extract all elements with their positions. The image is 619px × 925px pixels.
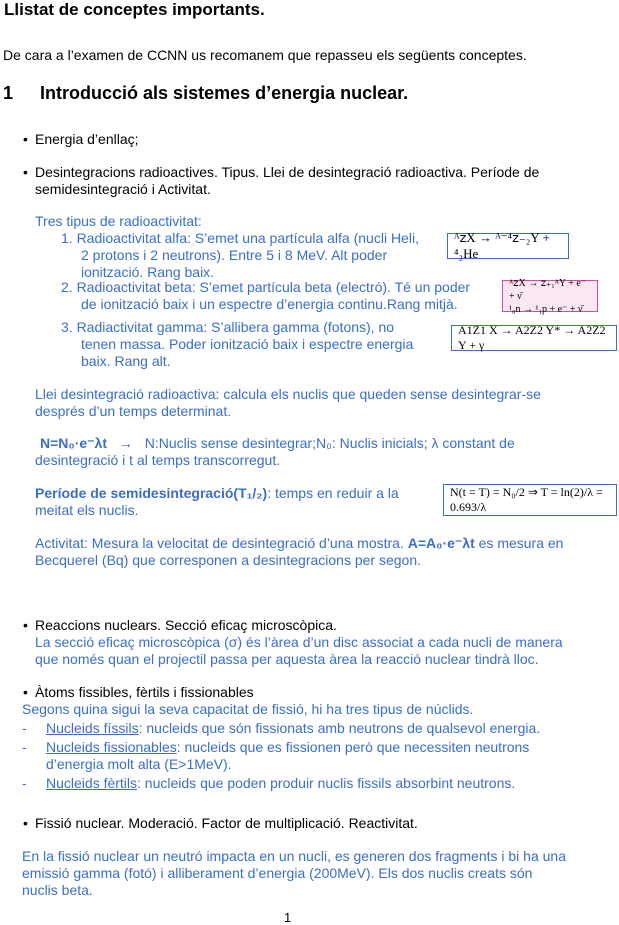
text-line: baix. Rang alt. bbox=[81, 353, 171, 369]
decay-formula: N=N₀·e⁻λt bbox=[40, 435, 107, 451]
list-text: : nucleids que es fissionen però que necessiten neutrons bbox=[176, 739, 530, 755]
activity-a: Activitat: Mesura la velocitat de desintegració d’una mostra. bbox=[35, 535, 408, 551]
radio-gamma bbox=[61, 319, 413, 370]
period-rest: : temps en reduir a la bbox=[267, 485, 399, 501]
list-item bbox=[22, 720, 592, 737]
activity-formula: A=A₀·e⁻λt bbox=[407, 535, 475, 551]
text-line: Llei desintegració radioactiva: calcula els nuclis que queden sense desintegrar-se bbox=[35, 386, 541, 402]
term-fissils: Nucleids físsils bbox=[46, 720, 139, 736]
halflife-formula: N(t = T) = N₀/2 ⇒ T = ln(2)/λ = 0.693/λ bbox=[450, 485, 603, 514]
text-line: de ionització baix i un espectre d’energia continu.Rang mitjà. bbox=[81, 296, 458, 312]
text-line: 3. Radiactivitat gamma: S’allibera gamma (fotons), no bbox=[61, 319, 395, 335]
term-fertils: Nucleids fèrtils bbox=[46, 775, 138, 791]
text-line: 2. Radioactivitat beta: S’emet partícula beta (electró). Té un poder bbox=[61, 279, 471, 295]
radio-alfa bbox=[61, 230, 419, 281]
text-line: nuclis beta. bbox=[22, 882, 93, 898]
gamma-formula-box bbox=[451, 325, 617, 351]
arrow-icon: → bbox=[118, 435, 133, 451]
decay-explain-2: desintegració i t al temps transcorregut. bbox=[35, 452, 281, 468]
bullet-reaccions: • Reaccions nuclears. Secció eficaç microscòpica. bbox=[35, 617, 337, 634]
bullet-desintegracions bbox=[35, 164, 539, 198]
cross-section-text bbox=[35, 634, 563, 668]
list-dash: - bbox=[22, 775, 27, 791]
activity-line-2: Becquerel (Bq) que corresponen a desintegracions per segon. bbox=[35, 552, 422, 568]
section-title: Introducció als sistemes d’energia nuclear. bbox=[40, 83, 409, 103]
bullet-atoms: • Àtoms fissibles, fèrtils i fissionables bbox=[35, 684, 254, 701]
fissile-intro: Segons quina sigui la seva capacitat de fissió, hi ha tres tipus de núclids. bbox=[22, 701, 474, 717]
beta-formula-box bbox=[502, 277, 598, 315]
text-line: que només quan el projectil passa per aquesta àrea la reacció nuclear tindrà lloc. bbox=[35, 651, 539, 667]
section-heading bbox=[3, 83, 408, 104]
text-line: La secció eficaç microscòpica (σ) és l’àrea d’un disc associat a cada nucli de manera bbox=[35, 634, 563, 650]
fission-text bbox=[22, 848, 566, 899]
activity-c: es mesura en bbox=[474, 535, 564, 551]
list-dash: - bbox=[22, 720, 27, 736]
list-text: : nucleids que poden produir nuclis fissils absorbint neutrons. bbox=[137, 775, 516, 791]
bullet-line: • Desintegracions radioactives. Tipus. Llei de desintegració radioactiva. Període de bbox=[35, 164, 540, 180]
radio-heading: Tres tipus de radioactivitat: bbox=[35, 213, 202, 229]
radio-beta bbox=[61, 279, 470, 313]
decay-explain-1: N:Nuclis sense desintegrar;N₀: Nuclis inicials; λ constant de bbox=[144, 435, 515, 451]
text-line: ionització. Rang baix. bbox=[81, 264, 215, 280]
decay-formula-line bbox=[35, 435, 515, 469]
bullet-energia-enllac: • Energia d’enllaç; bbox=[35, 131, 139, 148]
text-line: després d’un temps determinat. bbox=[35, 403, 232, 419]
fissile-list bbox=[22, 720, 592, 792]
bullet-fissio: • Fissió nuclear. Moderació. Factor de multiplicació. Reactivitat. bbox=[35, 815, 418, 832]
beta-formula-2: ¹₀n → ¹₁p + e⁻ + ν̄ bbox=[509, 303, 583, 315]
period-text bbox=[35, 485, 399, 519]
beta-formula-1: ᴬ𝗓X → 𝗓₊₁ᴬY + e⁻ + ν̄ bbox=[509, 277, 587, 302]
section-number: 1 bbox=[3, 83, 14, 103]
text-line: 1. Radioactivitat alfa: S’emet una partícula alfa (nucli Heli, bbox=[61, 230, 419, 246]
text-line: 2 protons i 2 neutrons). Entre 5 i 8 MeV. Alt poder bbox=[81, 247, 388, 263]
term-fissionables: Nucleids fissionables bbox=[46, 739, 177, 755]
list-dash: - bbox=[22, 739, 27, 755]
intro-text: De cara a l’examen de CCNN us recomanem que repasseu els següents conceptes. bbox=[3, 47, 527, 63]
alfa-formula-box bbox=[447, 230, 569, 261]
list-text: : nucleids que són fissionats amb neutrons de qualsevol energia. bbox=[138, 720, 541, 736]
text-line: emissió gamma (fotó) i alliberament d’energia (200MeV). Els dos nuclis creats són bbox=[22, 865, 533, 881]
gamma-formula: A1Z1 X → A2Z2 Y* → A2Z2 Y + γ bbox=[458, 323, 606, 352]
list-text-line-2: d’energia molt alta (E>1MeV). bbox=[46, 756, 232, 772]
alfa-formula: ᴬ𝗓X → ᴬ⁻⁴𝗓₋₂Y + ⁴₂He bbox=[454, 230, 550, 261]
page-number: 1 bbox=[284, 910, 292, 925]
bullet-line: semidesintegració i Activitat. bbox=[35, 181, 211, 197]
text-line: En la fissió nuclear un neutró impacta en un nucli, es generen dos fragments i bi ha una bbox=[22, 848, 566, 864]
decay-law bbox=[35, 386, 541, 420]
activity-text bbox=[35, 535, 563, 569]
text-line: tenen massa. Poder ionització baix i espectre energia bbox=[81, 336, 414, 352]
halflife-formula-box bbox=[443, 484, 617, 516]
period-line-2: meitat els nuclis. bbox=[35, 502, 139, 518]
period-term: Període de semidesintegració(T₁/₂) bbox=[35, 485, 268, 501]
list-item bbox=[22, 775, 592, 792]
page-title: Llistat de conceptes importants. bbox=[4, 0, 265, 19]
list-item bbox=[22, 739, 592, 773]
